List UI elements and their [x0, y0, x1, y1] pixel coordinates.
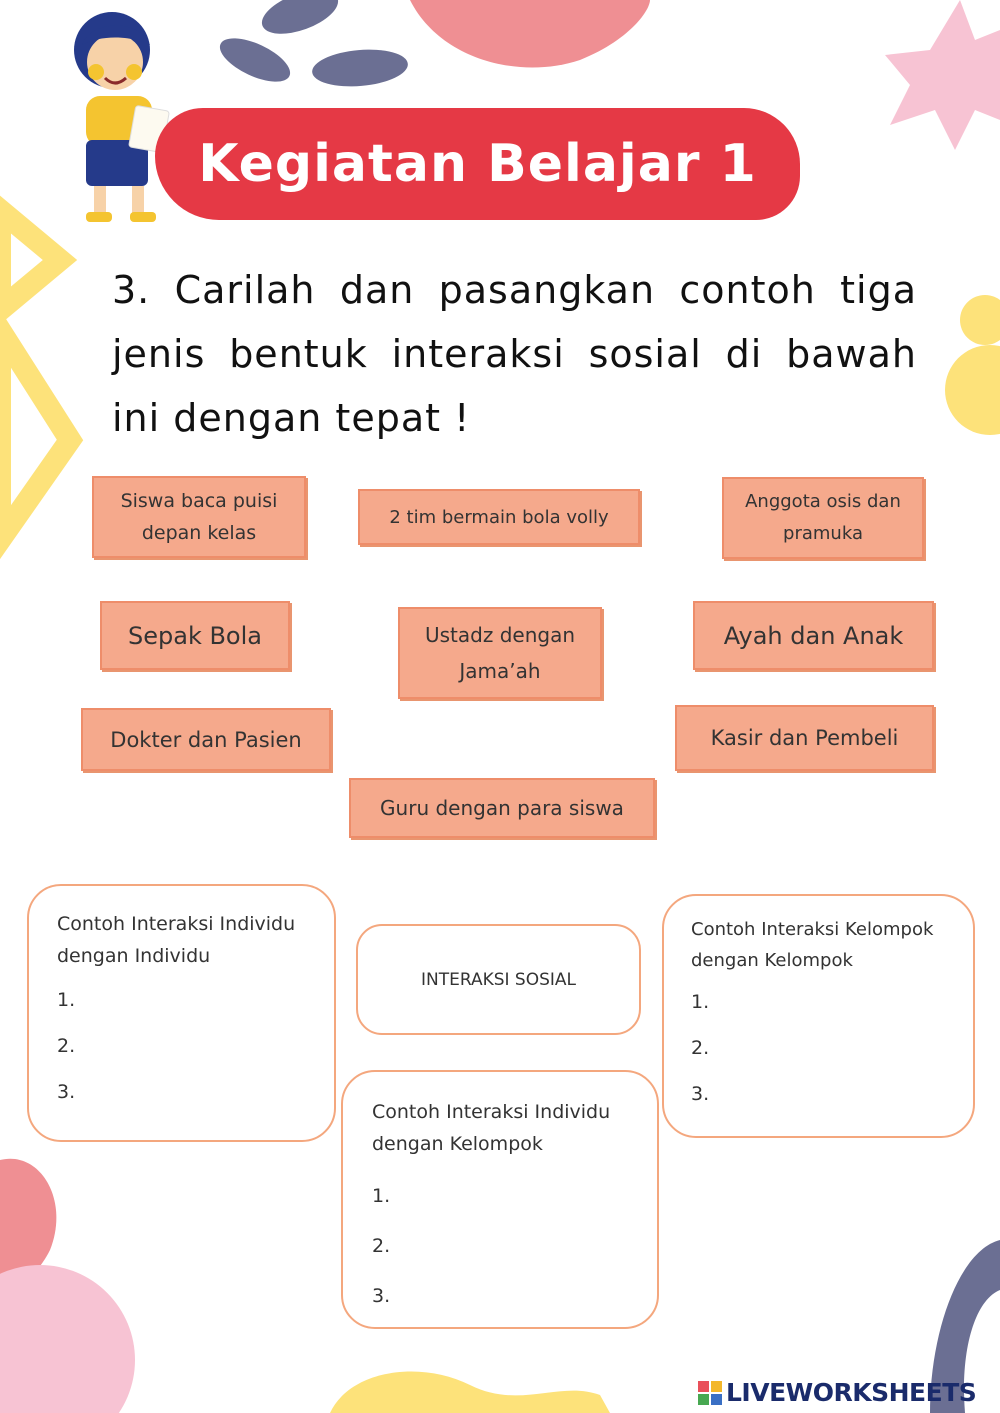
slot-number: 2. — [691, 1037, 710, 1059]
slot-number: 2. — [57, 1035, 76, 1057]
drop-zone[interactable] — [398, 1182, 629, 1210]
answer-card[interactable]: Sepak Bola — [100, 601, 290, 670]
yellow-flower — [960, 295, 1000, 345]
answer-slot — [691, 1034, 963, 1062]
box-title: Contoh Interaksi Individu dengan Individu — [57, 913, 296, 967]
answer-slot — [372, 1232, 647, 1260]
answer-slot — [57, 1078, 324, 1106]
answer-card[interactable]: Kasir dan Pembeli — [675, 705, 934, 771]
drop-zone[interactable] — [398, 1282, 629, 1310]
slot-number: 3. — [691, 1083, 710, 1105]
slot-number: 3. — [372, 1285, 391, 1307]
answer-slot — [691, 988, 963, 1016]
yellow-triangle — [0, 330, 70, 540]
answer-card[interactable]: Anggota osis dan pramuka — [722, 477, 924, 559]
brand-name: LIVEWORKSHEETS — [726, 1378, 977, 1407]
answer-slot — [691, 1080, 963, 1108]
answer-slot — [57, 986, 324, 1014]
slot-number: 1. — [372, 1185, 391, 1207]
answer-card[interactable]: Guru dengan para siswa — [349, 778, 655, 838]
leaf-shape — [311, 46, 410, 90]
slot-number: 1. — [57, 989, 76, 1011]
box-title: Contoh Interaksi Individu dengan Kelompok — [372, 1101, 611, 1155]
answer-card[interactable]: 2 tim bermain bola volly — [358, 489, 640, 545]
box-title: Contoh Interaksi Kelompok dengan Kelompok — [691, 919, 934, 971]
box-individu-individu — [27, 884, 336, 1142]
drop-zone[interactable] — [717, 1080, 945, 1108]
yellow-blob-bottom — [330, 1372, 610, 1413]
yellow-triangle — [0, 210, 60, 310]
slot-number: 3. — [57, 1081, 76, 1103]
leaf-shape — [214, 29, 296, 90]
drop-zone[interactable] — [717, 1034, 945, 1062]
drop-zone[interactable] — [83, 1078, 306, 1106]
slot-number: 1. — [691, 991, 710, 1013]
answer-card[interactable]: Ayah dan Anak — [693, 601, 934, 670]
answer-card[interactable]: Dokter dan Pasien — [81, 708, 331, 771]
liveworksheets-logo-icon — [698, 1381, 722, 1405]
box-kelompok-kelompok — [662, 894, 975, 1138]
answer-slot — [372, 1182, 647, 1210]
leaf-shape — [256, 0, 343, 43]
pink-blob-top — [410, 0, 650, 68]
box-individu-kelompok — [341, 1070, 659, 1329]
liveworksheets-brand — [698, 1378, 976, 1407]
answer-card[interactable]: Siswa baca puisi depan kelas — [92, 476, 306, 558]
center-box — [356, 924, 641, 1035]
instruction-text: 3. Carilah dan pasangkan contoh tiga jenis bentuk interaksi sosial di bawah ini dengan tepat ! — [112, 268, 917, 440]
yellow-flower — [945, 345, 1000, 435]
drop-zone[interactable] — [83, 1032, 306, 1060]
drop-zone[interactable] — [717, 988, 945, 1016]
kid-character-icon — [74, 12, 169, 222]
pink-circle-bottom — [0, 1265, 135, 1413]
center-label: INTERAKSI SOSIAL — [420, 969, 577, 990]
drop-zone[interactable] — [398, 1232, 629, 1260]
answer-slot — [372, 1282, 647, 1310]
drop-zone[interactable] — [83, 986, 306, 1014]
answer-slot — [57, 1032, 324, 1060]
page-title: Kegiatan Belajar 1 — [155, 108, 800, 220]
slot-number: 2. — [372, 1235, 391, 1257]
pink-star — [885, 0, 1000, 150]
answer-card[interactable]: Ustadz dengan Jama’ah — [398, 607, 602, 699]
